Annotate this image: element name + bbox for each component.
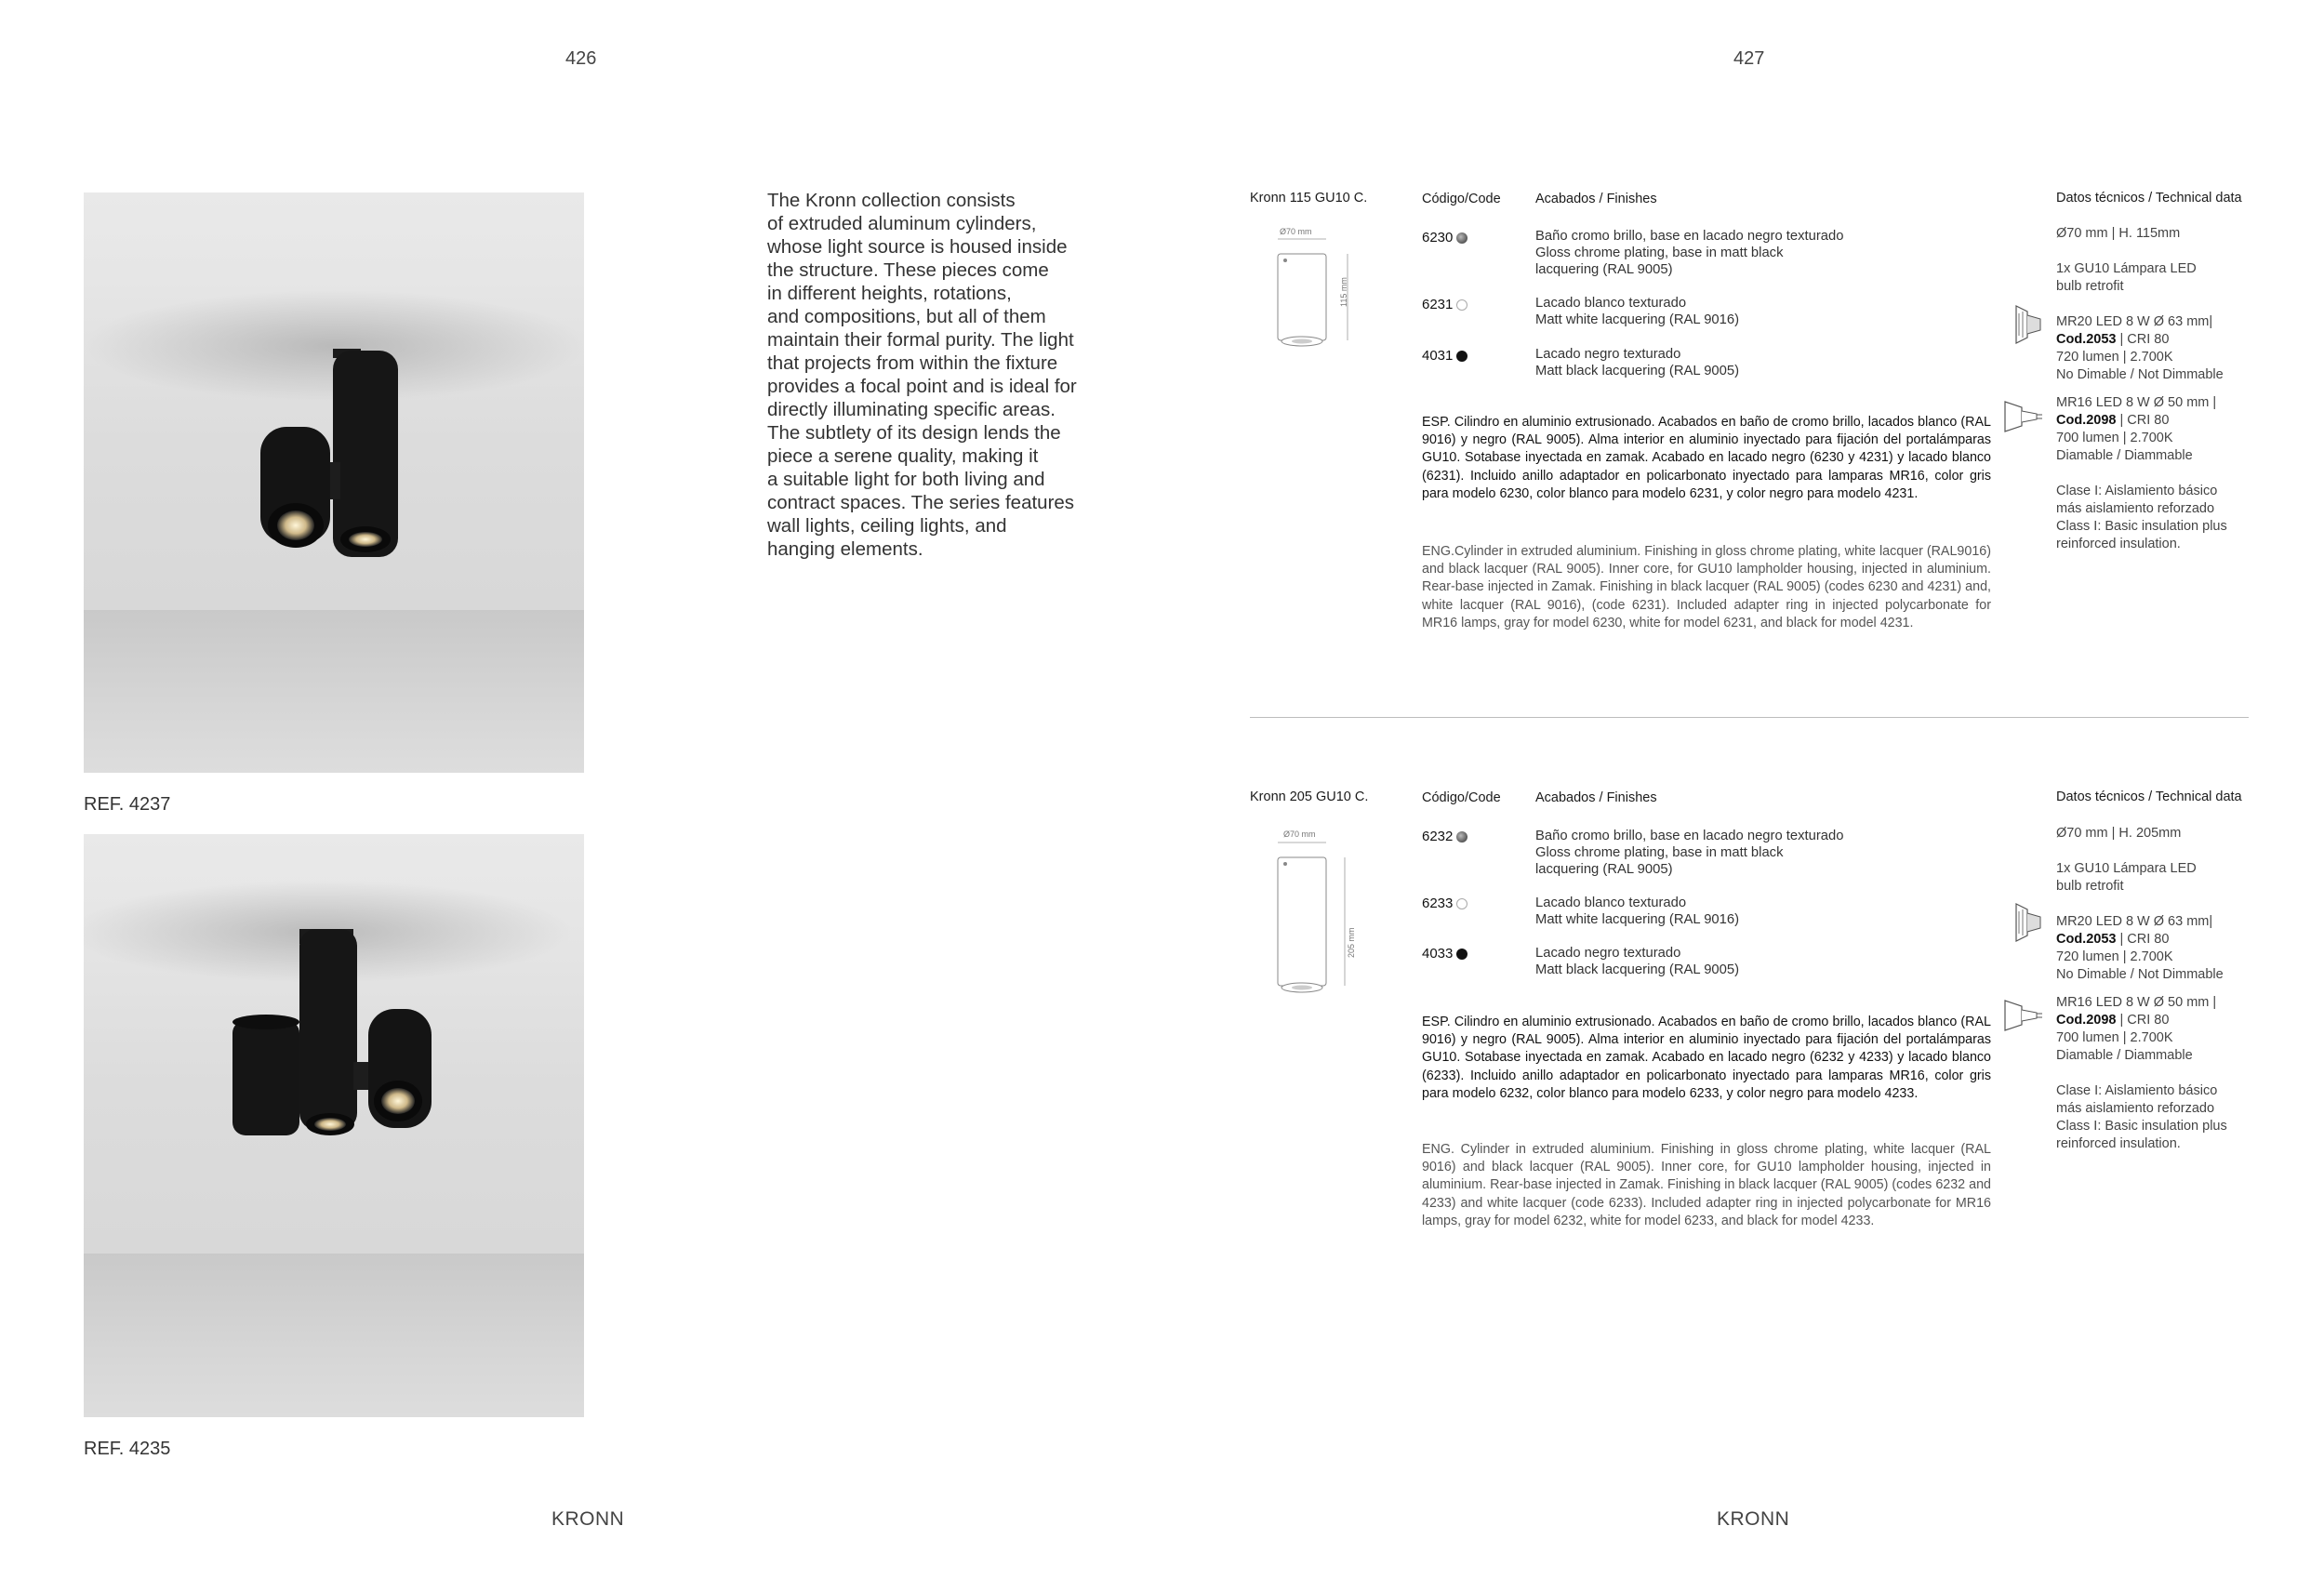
tech-mr16-code: Cod.2098 <box>2056 413 2117 428</box>
intro-line: in different heights, rotations, <box>767 283 1012 304</box>
variant-code <box>1422 896 1467 911</box>
tech-mr16: MR16 LED 8 W Ø 50 mm | <box>2056 995 2217 1010</box>
variant-finish <box>1535 295 1739 328</box>
column-header-code: Código/Code <box>1422 192 1501 206</box>
tech-class: reinforced insulation. <box>2056 1136 2181 1151</box>
product-drawing <box>1265 223 1376 353</box>
tech-mr20-cri: | CRI 80 <box>2116 332 2170 347</box>
variant-finish <box>1535 346 1739 379</box>
tech-class: reinforced insulation. <box>2056 537 2181 551</box>
tech-mr20-code: Cod.2053 <box>2056 332 2117 347</box>
intro-line: a suitable light for both living and <box>767 469 1045 490</box>
white-swatch-icon <box>1456 299 1467 311</box>
intro-line: hanging elements. <box>767 538 923 560</box>
intro-line: provides a focal point and is ideal for <box>767 376 1077 397</box>
finish-line: Matt black lacquering (RAL 9005) <box>1535 962 1740 977</box>
page-number-right: 427 <box>1733 48 1765 69</box>
black-swatch-icon <box>1456 351 1467 362</box>
intro-line: wall lights, ceiling lights, and <box>767 515 1007 537</box>
finish-line: Lacado blanco texturado <box>1535 296 1687 311</box>
page-number-left: 426 <box>565 48 597 69</box>
product-name: Kronn 205 GU10 C. <box>1250 790 1369 804</box>
finish-line: Gloss chrome plating, base in matt black <box>1535 245 1784 260</box>
variant-code <box>1422 230 1467 245</box>
tech-mr16-lumen: 700 lumen | 2.700K <box>2056 431 2173 445</box>
tech-mr20-lumen: 720 lumen | 2.700K <box>2056 350 2173 365</box>
diameter-label: Ø70 mm <box>1283 829 1316 839</box>
tech-lamp: bulb retrofit <box>2056 879 2124 894</box>
tech-mr16-code: Cod.2098 <box>2056 1013 2117 1028</box>
tech-mr20-dim: No Dimable / Not Dimmable <box>2056 367 2224 382</box>
finish-line: Baño cromo brillo, base en lacado negro texturado <box>1535 829 1844 843</box>
tech-mr16-dim: Diamable / Diammable <box>2056 448 2193 463</box>
tech-class: Class I: Basic insulation plus <box>2056 519 2227 534</box>
tech-mr20: MR20 LED 8 W Ø 63 mm| <box>2056 914 2213 929</box>
description-spanish: ESP. Cilindro en aluminio extrusionado. Acabados en baño de cromo brillo, lacados blanco (RAL 9016) y negro (RAL 9005). Alma interior en aluminio inyectado para fijación del portalámparas GU10. Sotabase inyectada en zamak. Acabado en lacado negro (6230 y 4231) y lacado blanco (6231). Incluido anillo adaptador en policarbonato inyectado para lamparas MR16, color gris para modelo 6230, color blanco para modelo 6231, y color negro para modelo 4231. <box>1422 415 1991 501</box>
column-header-technical: Datos técnicos / Technical data <box>2056 790 2242 804</box>
column-header-finishes: Acabados / Finishes <box>1535 790 1657 805</box>
code-value: 6231 <box>1422 297 1454 312</box>
diameter-label: Ø70 mm <box>1280 227 1312 236</box>
footer-collection-left: KRONN <box>551 1508 625 1530</box>
column-header-code: Código/Code <box>1422 790 1501 805</box>
variant-code <box>1422 829 1467 844</box>
variant-code <box>1422 946 1467 962</box>
mr20-lamp-icon <box>2011 900 2048 945</box>
finish-line: Lacado negro texturado <box>1535 946 1681 961</box>
intro-line: maintain their formal purity. The light <box>767 329 1074 351</box>
collection-intro <box>767 189 1077 561</box>
intro-line: whose light source is housed inside <box>767 236 1068 258</box>
intro-line: piece a serene quality, making it <box>767 445 1039 467</box>
code-value: 6230 <box>1422 230 1454 245</box>
tech-lamp: 1x GU10 Lámpara LED <box>2056 261 2197 276</box>
tech-lamp: 1x GU10 Lámpara LED <box>2056 861 2197 876</box>
finish-line: Matt white lacquering (RAL 9016) <box>1535 912 1740 927</box>
code-value: 6232 <box>1422 829 1454 844</box>
tech-mr20-dim: No Dimable / Not Dimmable <box>2056 967 2224 982</box>
white-swatch-icon <box>1456 898 1467 909</box>
tech-class: Clase I: Aislamiento básico <box>2056 484 2218 498</box>
column-header-finishes: Acabados / Finishes <box>1535 192 1657 206</box>
mr16-lamp-icon <box>2001 398 2044 435</box>
finish-line: Matt black lacquering (RAL 9005) <box>1535 364 1740 378</box>
code-value: 4031 <box>1422 348 1454 364</box>
product-name: Kronn 115 GU10 C. <box>1250 191 1368 206</box>
photo-ref-label: REF. 4237 <box>84 794 171 815</box>
tech-mr16-cri: | CRI 80 <box>2116 413 2170 428</box>
tech-dimensions: Ø70 mm | H. 205mm <box>2056 826 2182 841</box>
tech-mr20: MR20 LED 8 W Ø 63 mm| <box>2056 314 2213 329</box>
intro-line: The Kronn collection consists <box>767 190 1016 211</box>
tech-mr16-lumen: 700 lumen | 2.700K <box>2056 1030 2173 1045</box>
intro-line: the structure. These pieces come <box>767 259 1049 281</box>
description-spanish: ESP. Cilindro en aluminio extrusionado. Acabados en baño de cromo brillo, lacados blanco (RAL 9016) y negro (RAL 9005). Alma interior en aluminio inyectado para fijación del portalámparas GU10. Sotabase inyectada en zamak. Acabado en lacado negro (6232 y 4233) y lacado blanco (6233). Incluido anillo adaptador en policarbonato inyectado para lamparas MR16, color gris para modelo 6232, color blanco para modelo 6233, y color negro para modelo 4233. <box>1422 1015 1991 1101</box>
section-divider <box>1250 717 2249 718</box>
chrome-swatch-icon <box>1456 232 1467 244</box>
product-photo-4235 <box>84 834 584 1417</box>
finish-line: Lacado blanco texturado <box>1535 896 1687 910</box>
tech-mr20-cri: | CRI 80 <box>2116 932 2170 947</box>
variant-finish <box>1535 895 1739 928</box>
finish-line: Lacado negro texturado <box>1535 347 1681 362</box>
variant-code <box>1422 297 1467 312</box>
code-value: 6233 <box>1422 896 1454 911</box>
product-photo-4237 <box>84 192 584 773</box>
tech-mr16: MR16 LED 8 W Ø 50 mm | <box>2056 395 2217 410</box>
product-drawing <box>1265 824 1376 1019</box>
footer-collection-right: KRONN <box>1717 1508 1790 1530</box>
variant-finish <box>1535 945 1739 978</box>
variant-code <box>1422 348 1467 364</box>
description-english: ENG.Cylinder in extruded aluminium. Finishing in gloss chrome plating, white lacquer (RAL9016) and black lacquer (RAL 9005). Inner core, for GU10 lampholder housing, injected in aluminium. Rear-base injected in Zamak. Finishing in black lacquer (RAL 9005) (codes 6230 and 4231) and, white lacquer (RAL 9016), (code 6231). Included adapter ring in injected polycarbonate for MR16 lamps, gray for model 6230, white for model 6231, and black for model 4231. <box>1422 544 1991 630</box>
variant-finish <box>1535 228 1844 278</box>
tech-class: Clase I: Aislamiento básico <box>2056 1083 2218 1098</box>
mr20-lamp-icon <box>2011 302 2048 347</box>
description-english: ENG. Cylinder in extruded aluminium. Finishing in gloss chrome plating, white lacquer (RAL 9016) and black lacquer (RAL 9005). Inner core, for GU10 lampholder housing, injected in aluminium. Rear-base injected in Zamak. Finishing in black lacquer (RAL 9005) (codes 6232 and 4233) and white lacquer (code 6233). Included adapter ring in injected polycarbonate for MR16 lamps, gray for model 6232, white for model 6233, and black for model 4233. <box>1422 1142 1991 1228</box>
chrome-swatch-icon <box>1456 831 1467 843</box>
finish-line: lacquering (RAL 9005) <box>1535 862 1673 877</box>
mr16-lamp-icon <box>2001 997 2044 1034</box>
code-value: 4033 <box>1422 946 1454 962</box>
tech-lamp: bulb retrofit <box>2056 279 2124 294</box>
photo-ref-label: REF. 4235 <box>84 1439 171 1459</box>
intro-line: contract spaces. The series features <box>767 492 1075 513</box>
tech-mr20-lumen: 720 lumen | 2.700K <box>2056 949 2173 964</box>
height-label: 115 mm <box>1339 277 1348 307</box>
black-swatch-icon <box>1456 949 1467 960</box>
tech-mr16-cri: | CRI 80 <box>2116 1013 2170 1028</box>
intro-line: The subtlety of its design lends the <box>767 422 1061 444</box>
technical-data <box>2056 825 2227 1153</box>
finish-line: Baño cromo brillo, base en lacado negro texturado <box>1535 229 1844 244</box>
finish-line: Gloss chrome plating, base in matt black <box>1535 845 1784 860</box>
technical-data <box>2056 225 2227 553</box>
intro-line: and compositions, but all of them <box>767 306 1046 327</box>
tech-class: más aislamiento reforzado <box>2056 501 2215 516</box>
finish-line: Matt white lacquering (RAL 9016) <box>1535 312 1740 327</box>
height-label: 205 mm <box>1347 927 1356 958</box>
intro-line: of extruded aluminum cylinders, <box>767 213 1037 234</box>
intro-line: that projects from within the fixture <box>767 352 1058 374</box>
tech-mr20-code: Cod.2053 <box>2056 932 2117 947</box>
tech-dimensions: Ø70 mm | H. 115mm <box>2056 226 2181 241</box>
variant-finish <box>1535 828 1844 878</box>
tech-mr16-dim: Diamable / Diammable <box>2056 1048 2193 1063</box>
finish-line: lacquering (RAL 9005) <box>1535 262 1673 277</box>
intro-line: directly illuminating specific areas. <box>767 399 1056 420</box>
tech-class: Class I: Basic insulation plus <box>2056 1119 2227 1134</box>
column-header-technical: Datos técnicos / Technical data <box>2056 191 2242 206</box>
tech-class: más aislamiento reforzado <box>2056 1101 2215 1116</box>
